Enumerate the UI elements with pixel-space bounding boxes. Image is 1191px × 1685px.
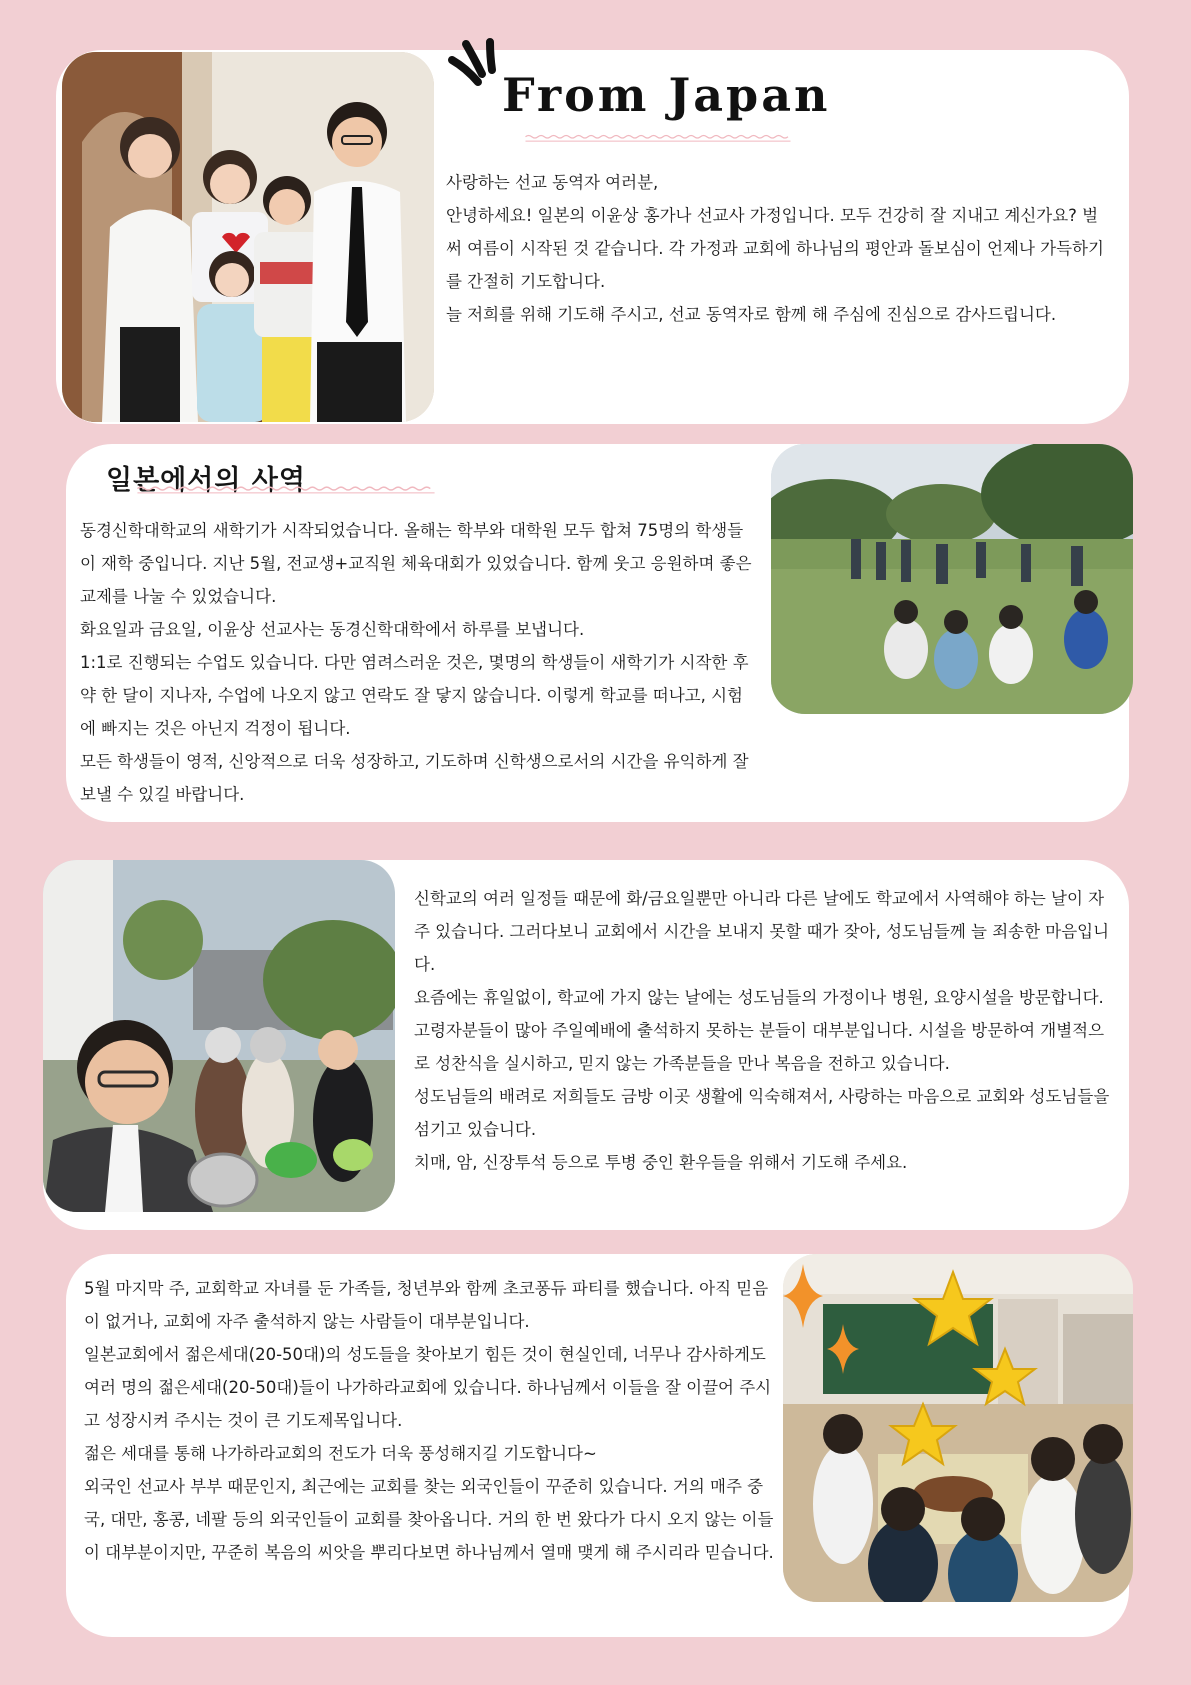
ministry-paragraph: 화요일과 금요일, 이윤상 선교사는 동경신학대학에서 하루를 보냅니다. (80, 620, 585, 639)
ministry-paragraph: 1:1로 진행되는 수업도 있습니다. 다만 염려스러운 것은, 몇명의 학생들이 새학기가 시작한 후 약 한 달이 지나자, 수업에 나오지 않고 연락도 잘 닿지 않습니다. 이렇게 학교를 떠나고, 시험에 빠지는 것은 아닌지 걱정이 됩니다. (80, 653, 749, 738)
visits-paragraph: 성도님들의 배려로 저희들도 금방 이곳 생활에 익숙해져서, 사랑하는 마음으로 교회와 성도님들을 섬기고 있습니다. (414, 1087, 1110, 1139)
ministry-title: 일본에서의 사역 (106, 465, 306, 496)
sports-day-photo (771, 444, 1133, 714)
party-paragraph: 일본교회에서 젊은세대(20-50대)의 성도들을 찾아보기 힘든 것이 현실인데, 너무나 감사하게도 여러 명의 젊은세대(20-50대)들이 나가하라교회에 있습니다. 하나님께서 이들을 잘 이끌어 주시고 성장시켜 주시는 것이 큰 기도제목입니다. (84, 1345, 772, 1430)
burst-decoration (444, 38, 504, 98)
intro-greeting: 사랑하는 선교 동역자 여러분, (446, 173, 659, 192)
ministry-paragraph: 동경신학대학교의 새학기가 시작되었습니다. 올해는 학부와 대학원 모두 합쳐 75명의 학생들이 재학 중입니다. 지난 5월, 전교생+교직원 체육대회가 있었습니다. 함께 웃고 응원하며 좋은 교제를 나눌 수 있었습니다. (80, 521, 752, 606)
party-text (84, 1272, 776, 1569)
title-underline (446, 133, 870, 143)
fondue-party-photo (783, 1254, 1133, 1602)
intro-text (446, 166, 1112, 331)
visits-paragraph: 치매, 암, 신장투석 등으로 투병 중인 환우들을 위해서 기도해 주세요. (414, 1153, 908, 1172)
party-paragraph: 젊은 세대를 통해 나가하라교회의 전도가 더욱 풍성해지길 기도합니다~ (84, 1444, 597, 1463)
page-title: From Japan (502, 68, 831, 122)
intro-paragraph: 안녕하세요! 일본의 이윤상 홍가나 선교사 가정입니다. 모두 건강히 잘 지내고 계신가요? 벌써 여름이 시작된 것 같습니다. 각 가정과 교회에 하나님의 평안과 돌보심이 언제나 가득하기를 간절히 기도합니다. (446, 206, 1104, 291)
intro-thanks: 늘 저희를 위해 기도해 주시고, 선교 동역자로 함께 해 주심에 진심으로 감사드립니다. (446, 305, 1057, 324)
visits-paragraph: 요즘에는 휴일없이, 학교에 가지 않는 날에는 성도님들의 가정이나 병원, 요양시설을 방문합니다. 고령자분들이 많아 주일예배에 출석하지 못하는 분들이 대부분입니다. 시설을 방문하여 개별적으로 성찬식을 실시하고, 믿지 않는 가족분들을 만나 복음을 전하고 있습니다. (414, 988, 1105, 1073)
visits-text (414, 882, 1112, 1179)
party-paragraph: 외국인 선교사 부부 때문인지, 최근에는 교회를 찾는 외국인들이 꾸준히 있습니다. 거의 매주 중국, 대만, 홍콩, 네팔 등의 외국인들이 교회를 찾아옵니다. 거의 한 번 왔다가 다시 오지 않는 이들이 대부분이지만, 꾸준히 복음의 씨앗을 뿌리다보면 하나님께서 열매 맺게 해 주시리라 믿습니다. (84, 1477, 774, 1562)
visits-paragraph: 신학교의 여러 일정들 때문에 화/금요일뿐만 아니라 다른 날에도 학교에서 사역해야 하는 날이 자주 있습니다. 그러다보니 교회에서 시간을 보내지 못할 때가 잦아, 성도님들께 늘 죄송한 마음입니다. (414, 889, 1110, 974)
ministry-title-underline (78, 485, 494, 495)
party-paragraph: 5월 마지막 주, 교회학교 자녀를 둔 가족들, 청년부와 함께 초코퐁듀 파티를 했습니다. 아직 믿음이 없거나, 교회에 자주 출석하지 않는 사람들이 대부분입니다. (84, 1279, 769, 1331)
ministry-text (80, 514, 756, 811)
ministry-paragraph: 모든 학생들이 영적, 신앙적으로 더욱 성장하고, 기도하며 신학생으로서의 시간을 유익하게 잘 보낼 수 있길 바랍니다. (80, 752, 749, 804)
visit-photo (43, 860, 395, 1212)
family-photo (62, 52, 434, 422)
